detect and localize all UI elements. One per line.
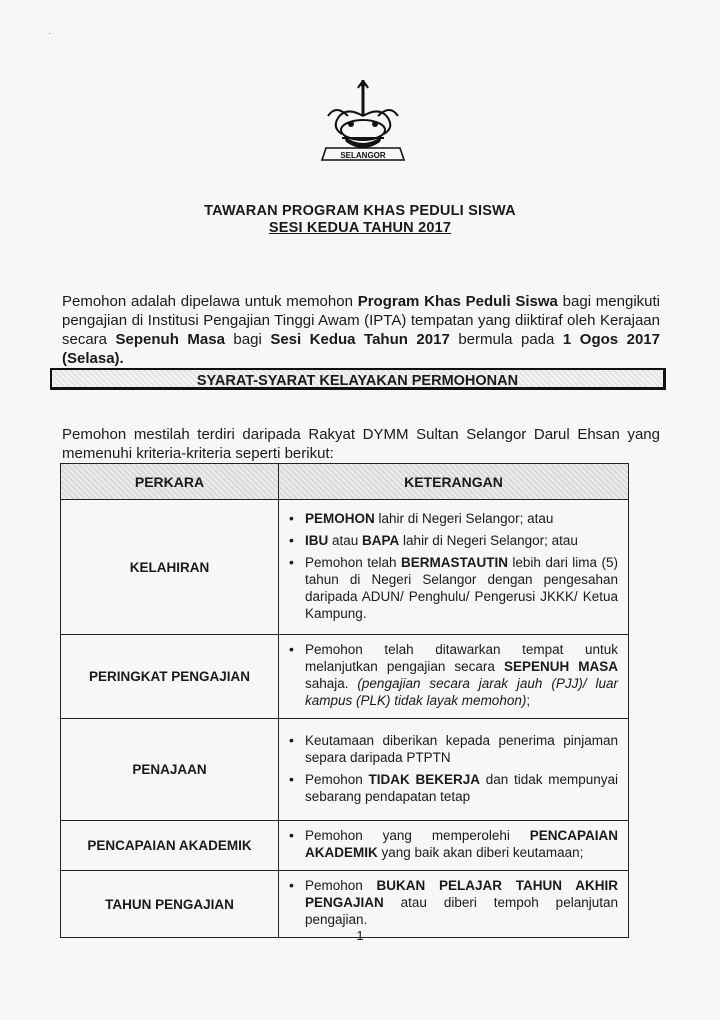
row-label: KELAHIRAN: [61, 500, 279, 635]
table-row: [61, 821, 629, 871]
crest-scroll-text: SELANGOR: [340, 151, 386, 160]
row-label: PENCAPAIAN AKADEMIK: [61, 821, 279, 871]
table-row: [61, 719, 629, 821]
row-label: PERINGKAT PENGAJIAN: [61, 635, 279, 719]
row-description: [279, 635, 629, 719]
section-heading: SYARAT-SYARAT KELAYAKAN PERMOHONAN: [50, 368, 666, 390]
intro-paragraph: Pemohon adalah dipelawa untuk memohon Program Khas Peduli Siswa bagi mengikuti pengajian di Institusi Pengajian Tinggi Awam (IPTA) tempatan yang diiktiraf oleh Kerajaan secara Sepenuh Masa bagi Sesi Kedua Tahun 2017 bermula pada 1 Ogos 2017 (Selasa).: [62, 293, 660, 367]
row-description: [279, 821, 629, 871]
table-row: [61, 635, 629, 719]
list-item: • Pemohon TIDAK BEKERJA dan tidak mempunyai sebarang pendapatan tetap: [283, 771, 618, 805]
document-title: TAWARAN PROGRAM KHAS PEDULI SISWA: [204, 203, 516, 219]
table-header-row: [61, 464, 629, 500]
row-description: [279, 500, 629, 635]
list-item: • PEMOHON lahir di Negeri Selangor; atau: [283, 510, 618, 527]
header-perkara: PERKARA: [61, 464, 279, 500]
document-subtitle: SESI KEDUA TAHUN 2017: [268, 220, 452, 236]
selangor-crest-emblem: [318, 76, 408, 172]
list-item: • Keutamaan diberikan kepada penerima pinjaman separa daripada PTPTN: [283, 732, 618, 766]
page-number: 1: [356, 928, 364, 943]
row-label: TAHUN PENGAJIAN: [61, 871, 279, 938]
scan-speck: ·: [48, 28, 52, 39]
row-label: PENAJAAN: [61, 719, 279, 821]
row-description: [279, 719, 629, 821]
list-item: • Pemohon yang memperolehi PENCAPAIAN AKADEMIK yang baik akan diberi keutamaan;: [283, 827, 618, 861]
list-item: • IBU atau BAPA lahir di Negeri Selangor; atau: [283, 532, 618, 549]
list-item: • Pemohon telah ditawarkan tempat untuk melanjutkan pengajian secara SEPENUH MASA sahaja. (pengajian secara jarak jauh (PJJ)/ luar kampus (PLK) tidak layak memohon);: [283, 641, 618, 709]
eligibility-lead-paragraph: Pemohon mestilah terdiri daripada Rakyat DYMM Sultan Selangor Darul Ehsan yang memenuhi kriteria-kriteria seperti berikut:: [62, 426, 660, 462]
header-keterangan: KETERANGAN: [279, 464, 629, 500]
list-item: • Pemohon BUKAN PELAJAR TAHUN AKHIR PENGAJIAN atau diberi tempoh pelanjutan pengajian.: [283, 877, 618, 928]
table-row: [61, 500, 629, 635]
eligibility-table: [60, 463, 629, 938]
list-item: • Pemohon telah BERMASTAUTIN lebih dari lima (5) tahun di Negeri Selangor dengan pengesahan daripada ADUN/ Penghulu/ Pengerusi JKKK/ Ketua Kampung.: [283, 554, 618, 622]
